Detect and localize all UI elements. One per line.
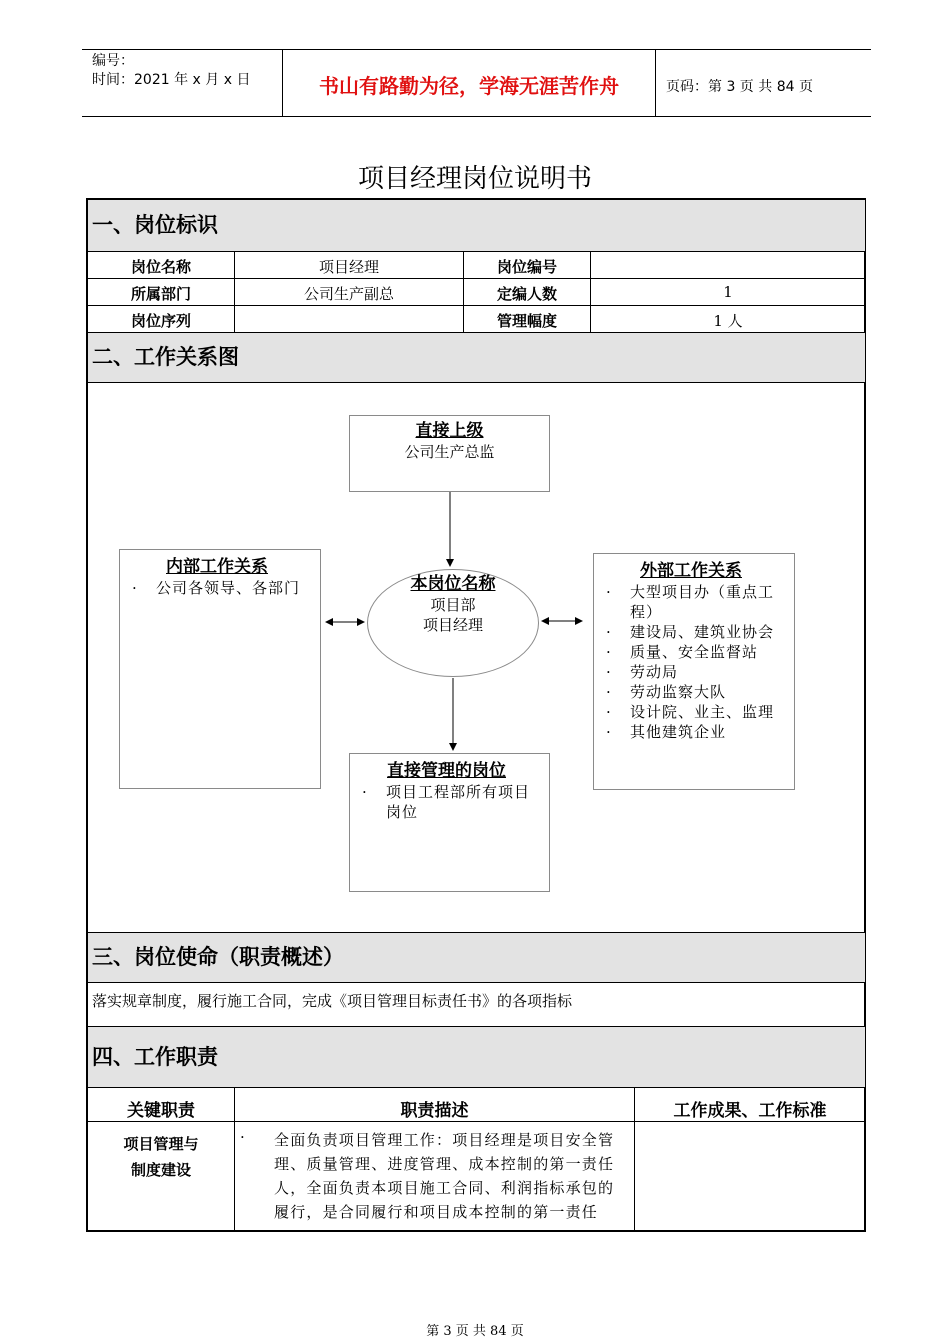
superior-title: 直接上级 — [415, 421, 484, 441]
document-title: 项目经理岗位说明书 — [357, 164, 592, 194]
superior-box — [349, 415, 550, 492]
section3-heading: 三、岗位使命（职责概述） — [88, 933, 865, 982]
label-post-number: 岗位编号 — [496, 258, 557, 276]
label-headcount: 定编人数 — [496, 285, 557, 303]
current-post-ellipse — [367, 569, 539, 677]
header-page-info: 页码：第 3 页 共 84 页 — [666, 79, 813, 95]
internal-item: · 公司各领导、各部门 — [122, 578, 312, 598]
superior-text: 公司生产总监 — [404, 443, 495, 461]
external-item: · 建设局、建筑业协会 — [596, 622, 786, 642]
value-department: 公司生产副总 — [303, 285, 394, 303]
center-line1: 项目部 — [430, 596, 476, 614]
external-item: · 劳动监察大队 — [596, 682, 786, 702]
key-duty-line2: 制度建设 — [130, 1161, 191, 1179]
label-sequence: 岗位序列 — [130, 312, 191, 330]
key-duty-cell — [88, 1131, 234, 1183]
subordinate-title: 直接管理的岗位 — [387, 761, 506, 781]
duty-description: 全面负责项目管理工作：项目经理是项目安全管理、质量管理、进度管理、成本控制的第一责任人，全面负责本项目施工合同、利润指标承包的履行，是合同履行和项目成本控制的第一责任 — [274, 1131, 615, 1221]
header-motto: 书山有路勤为径，学海无涯苦作舟 — [319, 74, 619, 98]
center-title: 本岗位名称 — [410, 574, 496, 594]
external-item: · 大型项目办（重点工程） — [596, 582, 786, 622]
subordinate-item: · 项目工程部所有项目岗位 — [352, 782, 541, 822]
external-relations-box — [593, 553, 795, 790]
label-department: 所属部门 — [130, 285, 191, 303]
section2-heading: 二、工作关系图 — [88, 333, 865, 382]
section4-heading: 四、工作职责 — [88, 1027, 865, 1087]
label-post-name: 岗位名称 — [130, 258, 191, 276]
subordinate-box — [349, 753, 550, 892]
col-key-duty: 关键职责 — [127, 1101, 195, 1121]
page-footer: 第 3 页 共 84 页 — [426, 1324, 524, 1339]
value-post-name: 项目经理 — [318, 258, 379, 276]
mission-text: 落实规章制度，履行施工合同，完成《项目管理目标责任书》的各项指标 — [92, 992, 573, 1010]
external-title: 外部工作关系 — [640, 561, 742, 581]
number-label: 编号： — [92, 53, 134, 69]
external-item: · 劳动局 — [596, 662, 786, 682]
section1-heading: 一、岗位标识 — [88, 200, 865, 251]
label-span: 管理幅度 — [496, 312, 557, 330]
col-duty-desc: 职责描述 — [400, 1101, 469, 1121]
internal-relations-box — [119, 549, 321, 789]
value-span: 1 人 — [713, 312, 743, 330]
duty-bullet: · — [240, 1128, 245, 1146]
external-item: · 质量、安全监督站 — [596, 642, 786, 662]
internal-title: 内部工作关系 — [166, 557, 268, 577]
center-line2: 项目经理 — [422, 616, 483, 634]
value-headcount: 1 — [723, 283, 733, 301]
time-label: 时间：2021 年 x 月 x 日 — [92, 72, 251, 88]
col-duty-standard: 工作成果、工作标准 — [673, 1101, 827, 1121]
external-item: · 设计院、业主、监理 — [596, 702, 786, 722]
key-duty-line1: 项目管理与 — [123, 1135, 199, 1153]
external-item: · 其他建筑企业 — [596, 722, 786, 742]
